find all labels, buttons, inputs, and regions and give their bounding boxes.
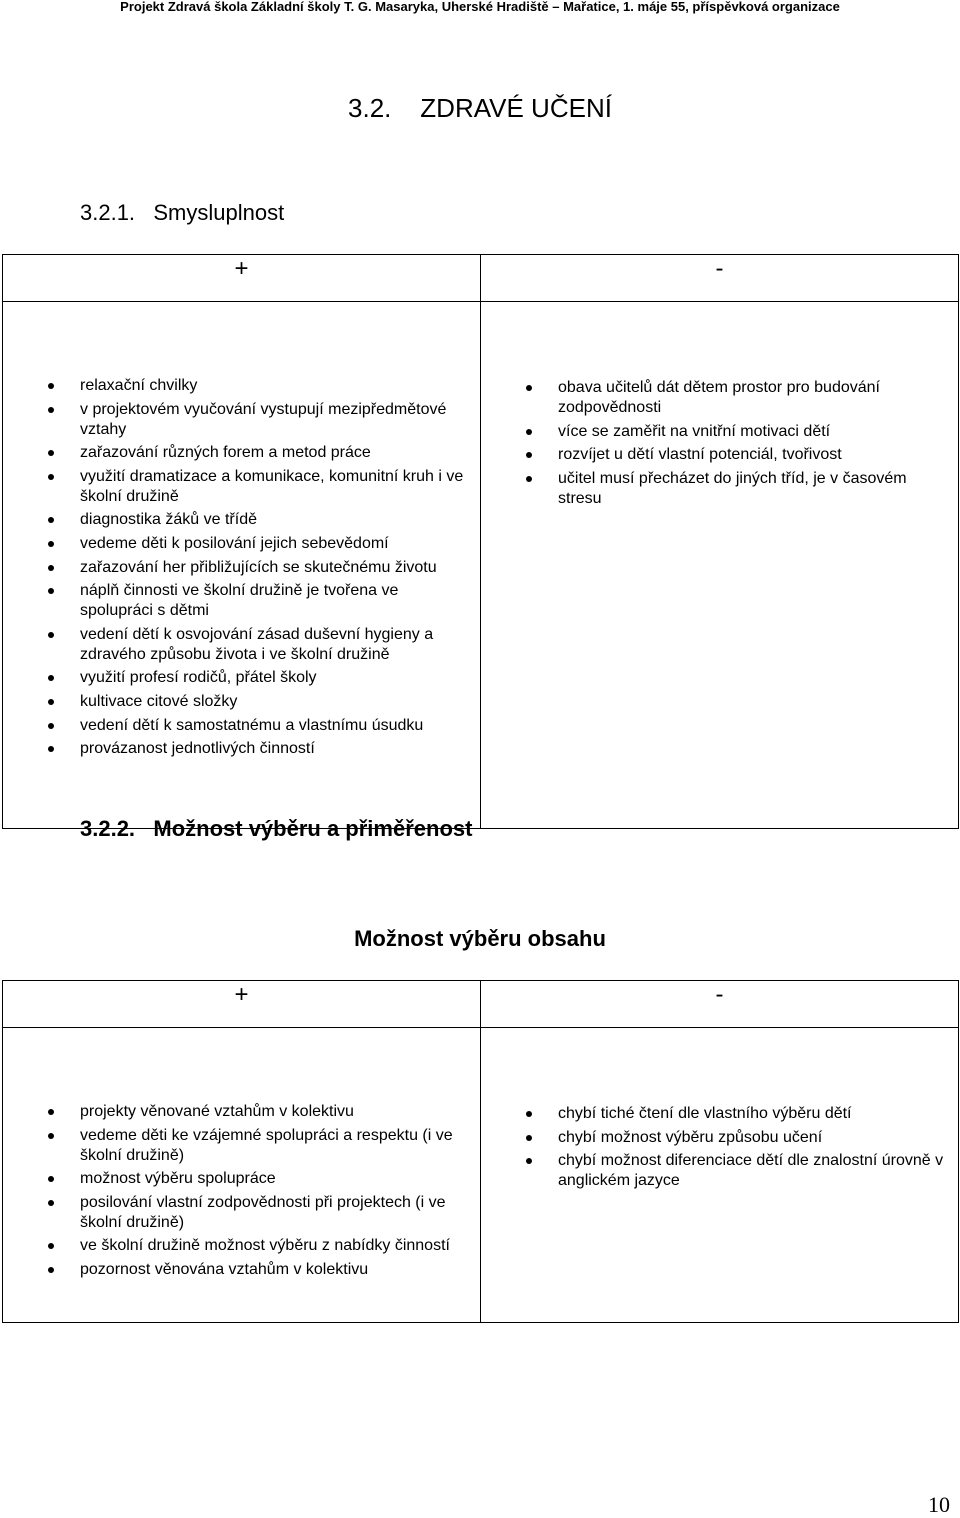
list-item: využití profesí rodičů, přátel školy xyxy=(3,668,480,688)
list-item: projekty věnované vztahům v kolektivu xyxy=(3,1102,480,1122)
list-item: obava učitelů dát dětem prostor pro budování zodpovědnosti xyxy=(481,378,958,418)
document-header: Projekt Zdravá škola Základní školy T. G. Masaryka, Uherské Hradiště – Mařatice, 1. máje 55, příspěvková organizace xyxy=(120,0,840,14)
list-item: možnost výběru spolupráce xyxy=(3,1169,480,1189)
list-item: vedeme děti k posilování jejich sebevědomí xyxy=(3,534,480,554)
list-item: pozornost věnována vztahům v kolektivu xyxy=(3,1260,480,1280)
list-item: provázanost jednotlivých činností xyxy=(3,739,480,759)
list-item: zařazování různých forem a metod práce xyxy=(3,443,480,463)
list-item: ve školní družině možnost výběru z nabídky činností xyxy=(3,1236,480,1256)
minus-list xyxy=(481,378,958,509)
list-item: využití dramatizace a komunikace, komunitní kruh i ve školní družině xyxy=(3,467,480,507)
list-item: vedení dětí k osvojování zásad duševní hygieny a zdravého způsobu života i ve školní družině xyxy=(3,625,480,665)
section1-heading: 3.2.1. Smysluplnost xyxy=(80,200,285,225)
minus-column-header: - xyxy=(481,255,959,302)
list-item: chybí možnost diferenciace dětí dle znalostní úrovně v anglickém jazyce xyxy=(481,1151,958,1191)
section2-heading: 3.2.2. Možnost výběru a přiměřenost xyxy=(80,816,473,841)
list-item: chybí tiché čtení dle vlastního výběru dětí xyxy=(481,1104,958,1124)
plus-column xyxy=(3,1028,481,1323)
list-item: vedení dětí k samostatnému a vlastnímu úsudku xyxy=(3,716,480,736)
plus-list xyxy=(3,376,480,759)
minus-column xyxy=(481,302,959,829)
section2-table xyxy=(2,980,959,1323)
section1-table xyxy=(2,254,959,829)
plus-column xyxy=(3,302,481,829)
page-number: 10 xyxy=(928,1492,950,1517)
list-item: kultivace citové složky xyxy=(3,692,480,712)
list-item: posilování vlastní zodpovědnosti při projektech (i ve školní družině) xyxy=(3,1193,480,1233)
plus-list xyxy=(3,1102,480,1280)
minus-list xyxy=(481,1104,958,1191)
list-item: náplň činnosti ve školní družině je tvořena ve spolupráci s dětmi xyxy=(3,581,480,621)
list-item: učitel musí přecházet do jiných tříd, je v časovém stresu xyxy=(481,469,958,509)
list-item: relaxační chvilky xyxy=(3,376,480,396)
list-item: rozvíjet u dětí vlastní potenciál, tvořivost xyxy=(481,445,958,465)
list-item: vedeme děti ke vzájemné spolupráci a respektu (i ve školní družině) xyxy=(3,1126,480,1166)
list-item: více se zaměřit na vnitřní motivaci dětí xyxy=(481,422,958,442)
list-item: zařazování her přibližujících se skutečnému životu xyxy=(3,558,480,578)
minus-column xyxy=(481,1028,959,1323)
list-item: chybí možnost výběru způsobu učení xyxy=(481,1128,958,1148)
minus-column-header: - xyxy=(481,981,959,1028)
plus-column-header: + xyxy=(3,255,481,302)
section2-subheading: Možnost výběru obsahu xyxy=(354,926,606,951)
list-item: diagnostika žáků ve třídě xyxy=(3,510,480,530)
list-item: v projektovém vyučování vystupují mezipředmětové vztahy xyxy=(3,400,480,440)
main-heading: 3.2. ZDRAVÉ UČENÍ xyxy=(348,93,612,123)
plus-column-header: + xyxy=(3,981,481,1028)
